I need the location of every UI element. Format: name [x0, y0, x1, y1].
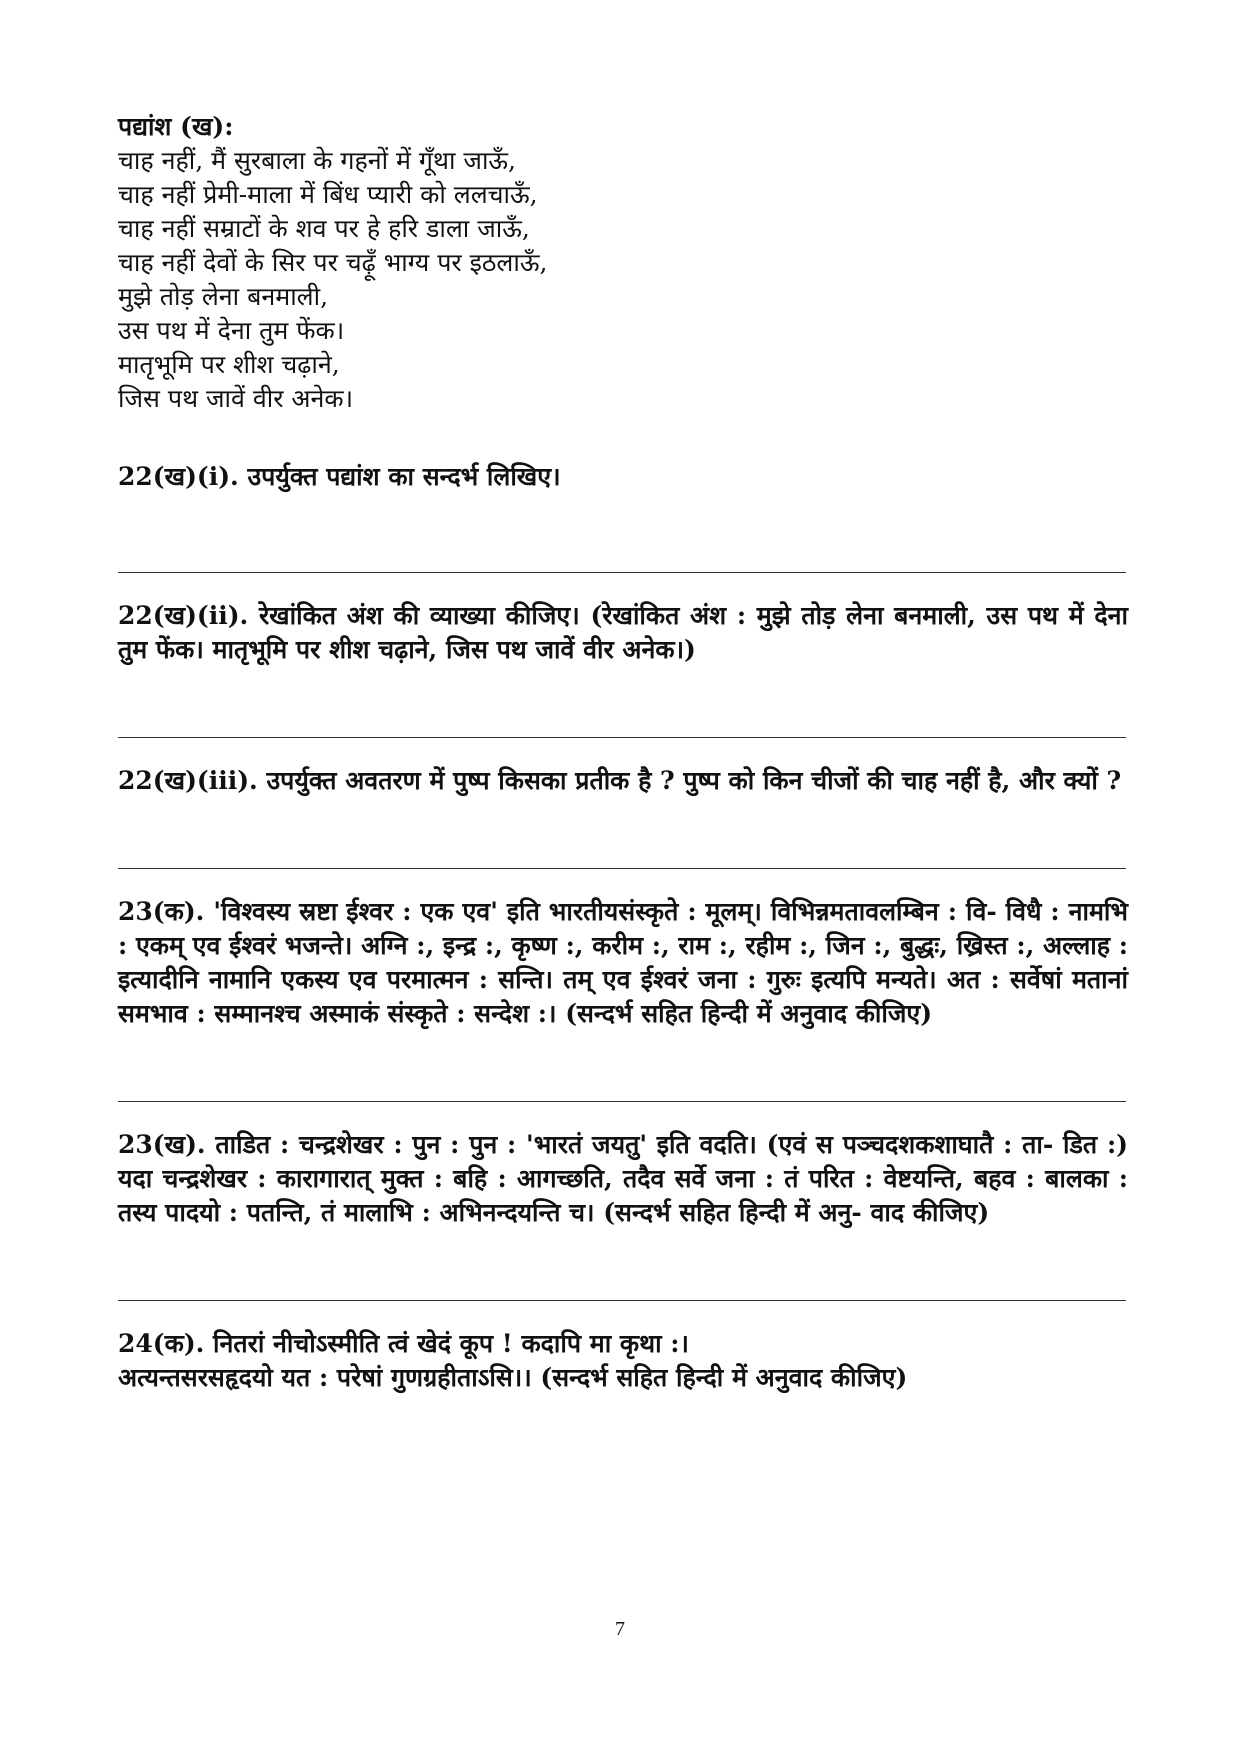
poem-line: चाह नहीं प्रेमी-माला में बिंध प्यारी को ललचाऊँ, [118, 180, 538, 209]
question-23-ka: 23(क). 'विश्वस्य स्रष्टा ईश्वर : एक एव' इति भारतीयसंस्कृते : मूलम्। विभिन्नमतावलम्बिन : वि- विधै : नामभि : एकम् एव ईश्वरं भजन्ते। अग्नि :, इन्द्र :, कृष्ण :, करीम :, राम :, रहीम :, जिन :, बुद्धः, ख्रिस्त :, अल्लाह : इत्यादीनि नामानि एकस्य एव परमात्मन : सन्ति। तम् एव ईश्वरं जना : गुरुः इत्यपि मन्यते। अत : सर्वेषां मतानां समभाव : सम्मानश्च अस्माकं संस्कृते : सन्देश :। (सन्दर्भ सहित हिन्दी में अनुवाद कीजिए) [118, 897, 1128, 1028]
page-number: 7 [615, 1618, 625, 1640]
question-24-ka-line-1: 24(क). नितरां नीचोऽस्मीति त्वं खेदं कूप ! कदापि मा कृथा :। [118, 1329, 689, 1358]
poem-line: चाह नहीं, मैं सुरबाला के गहनों में गूँथा जाऊँ, [118, 146, 516, 175]
poem-line: उस पथ में देना तुम फेंक। [118, 316, 345, 345]
document-page [118, 110, 1128, 1395]
poem-heading: पद्यांश (ख): [118, 112, 234, 141]
question-22-kha-ii: 22(ख)(ii). रेखांकित अंश की व्याख्या कीजिए। (रेखांकित अंश : मुझे तोड़ लेना बनमाली, उस पथ में देना तुम फेंक। मातृभूमि पर शीश चढ़ाने, जिस पथ जावें वीर अनेक।) [118, 601, 1128, 664]
poem-line: जिस पथ जावें वीर अनेक। [118, 384, 354, 413]
poem-line: चाह नहीं देवों के सिर पर चढ़ूँ भाग्य पर इठलाऊँ, [118, 248, 548, 277]
question-23-kha: 23(ख). ताडित : चन्द्रशेखर : पुन : पुन : 'भारतं जयतु' इति वदति। (एवं स पञ्चदशकशाघातै : ता- डित :) यदा चन्द्रशेखर : कारागारात् मुक्त : बहि : आगच्छति, तदैव सर्वे जना : तं परित : वेष्टयन्ति, बहव : बालका : तस्य पादयो : पतन्ति, तं मालाभि : अभिनन्दयन्ति च। (सन्दर्भ सहित हिन्दी में अनु- वाद कीजिए) [118, 1130, 1128, 1227]
poem-line: मातृभूमि पर शीश चढ़ाने, [118, 350, 340, 379]
poem-line: मुझे तोड़ लेना बनमाली, [118, 282, 329, 311]
poem-block [118, 110, 1128, 416]
question-22-kha-iii: 22(ख)(iii). उपर्युक्त अवतरण में पुष्प किसका प्रतीक है ? पुष्प को किन चीजों की चाह नहीं है, और क्यों ? [118, 766, 1122, 795]
question-22-kha-i: 22(ख)(i). उपर्युक्त पद्यांश का सन्दर्भ लिखिए। [118, 462, 561, 491]
question-24-ka [118, 1327, 1128, 1395]
poem-line: चाह नहीं सम्राटों के शव पर हे हरि डाला जाऊँ, [118, 214, 530, 243]
question-24-ka-line-2: अत्यन्तसरसहृदयो यत : परेषां गुणग्रहीताऽसि।। (सन्दर्भ सहित हिन्दी में अनुवाद कीजिए) [118, 1363, 908, 1392]
